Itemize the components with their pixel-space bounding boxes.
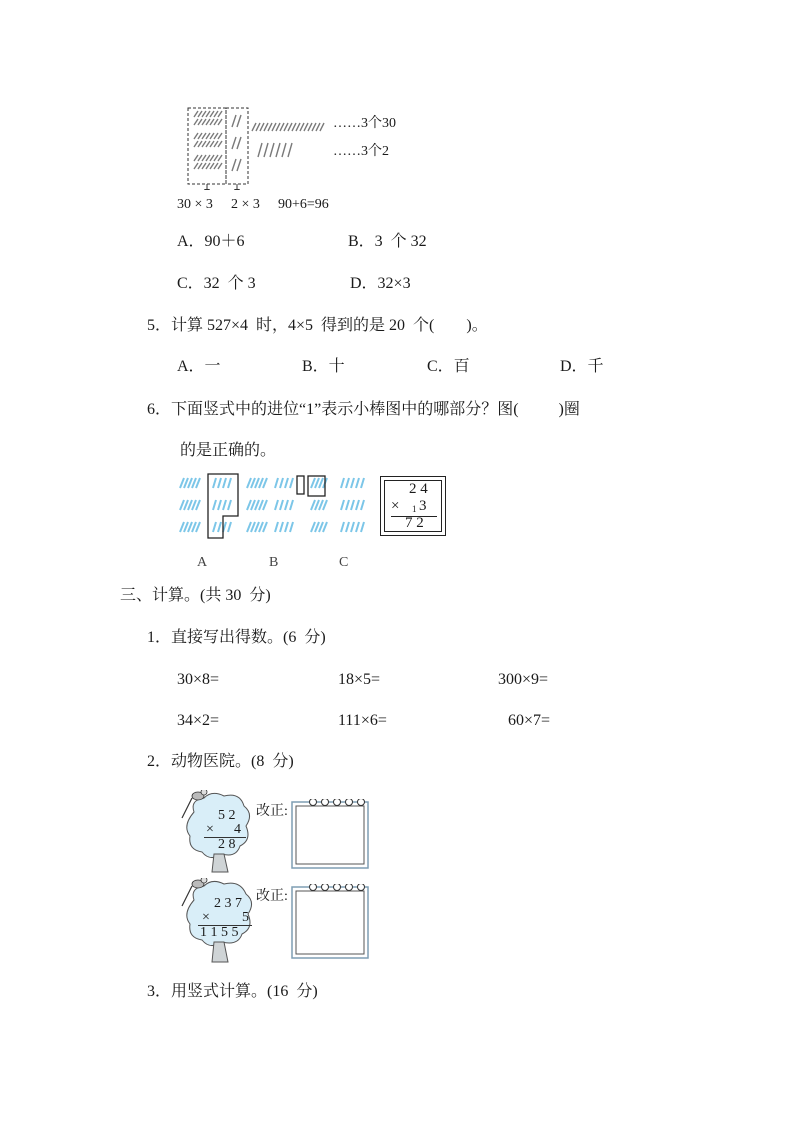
- tree2-mult: 5: [242, 910, 249, 925]
- selection-a-outline: [208, 474, 238, 538]
- q6-calc-mult: 3: [419, 498, 427, 514]
- q6-sticks-figure: [175, 472, 375, 544]
- q6-stem-line2: 的是正确的。: [180, 442, 277, 459]
- tree2-result: 1 1 5 5: [200, 925, 239, 940]
- q4-option-a[interactable]: A．90＋6: [177, 233, 245, 250]
- fig-right-bottom-label: ……3个2: [333, 144, 389, 159]
- tree-1: [180, 790, 255, 875]
- bundle-sticks-svg: [180, 105, 440, 190]
- q6-calc-carry: 1: [412, 504, 417, 514]
- q6-calc-op: ×: [391, 498, 400, 514]
- q6-calc-result: 7 2: [405, 515, 424, 531]
- tree1-top: 5 2: [218, 808, 236, 823]
- tree-2: [180, 878, 258, 966]
- q4-option-d[interactable]: D．32×3: [350, 275, 411, 292]
- correct-label-2: 改正:: [256, 889, 288, 904]
- bundle-row-2: [194, 133, 222, 147]
- correction-box-2[interactable]: [291, 884, 369, 959]
- p1-item-5: 111×6=: [338, 712, 387, 729]
- p1-item-3: 300×9=: [498, 671, 549, 688]
- q6-label-c: C: [339, 555, 349, 570]
- q5-option-d[interactable]: D．千: [560, 358, 604, 375]
- tree1-op: ×: [206, 822, 214, 837]
- fig-right-top-label: ……3个30: [333, 116, 396, 131]
- q5-option-c[interactable]: C．百: [427, 358, 470, 375]
- p1-title: 1．直接写出得数。(6 分): [147, 629, 326, 646]
- q6-label-a: A: [197, 555, 208, 570]
- tree1-mult: 4: [234, 822, 241, 837]
- notepad-2-svg: [291, 884, 369, 959]
- tree2-op: ×: [202, 910, 210, 925]
- q6-calc-top: 2 4: [409, 481, 428, 497]
- p2-title: 2．动物医院。(8 分): [147, 753, 294, 770]
- correction-box-1[interactable]: [291, 799, 369, 869]
- q4-option-c[interactable]: C．32 个 3: [177, 275, 256, 292]
- notepad-1-svg: [291, 799, 369, 869]
- fig-caption-right: 90+6=96: [278, 197, 329, 212]
- p1-item-4: 34×2=: [177, 712, 220, 729]
- bundle-row-3: [194, 155, 222, 169]
- fig-caption-mid: 2 × 3: [231, 197, 260, 212]
- bundle-row-1: [194, 111, 222, 125]
- p1-item-6: 60×7=: [508, 712, 551, 729]
- correct-label-1: 改正:: [256, 804, 288, 819]
- q5-option-b[interactable]: B．十: [302, 358, 345, 375]
- selection-b-outline: [297, 476, 304, 494]
- tree1-result: 2 8: [218, 837, 236, 852]
- tree2-top: 2 3 7: [214, 896, 242, 911]
- p1-item-1: 30×8=: [177, 671, 220, 688]
- q6-label-b: B: [269, 555, 279, 570]
- bundle-sticks-figure: [180, 105, 440, 190]
- q5-option-a[interactable]: A．一: [177, 358, 221, 375]
- q6-stem-line1: 6．下面竖式中的进位“1”表示小棒图中的哪部分？图( )圈: [147, 401, 580, 418]
- q4-option-b[interactable]: B．3 个 32: [348, 233, 427, 250]
- fig-caption-left: 30 × 3: [177, 197, 213, 212]
- q6-sticks-svg: [175, 472, 375, 544]
- q6-vertical-calc-box: [380, 476, 446, 536]
- p1-item-2: 18×5=: [338, 671, 381, 688]
- q5-stem: 5．计算 527×4 时，4×5 得到的是 20 个( )。: [147, 317, 488, 334]
- tree-1-svg: [180, 790, 255, 875]
- section3-heading: 三、计算。(共 30 分): [120, 587, 271, 604]
- p3-title: 3．用竖式计算。(16 分): [147, 983, 318, 1000]
